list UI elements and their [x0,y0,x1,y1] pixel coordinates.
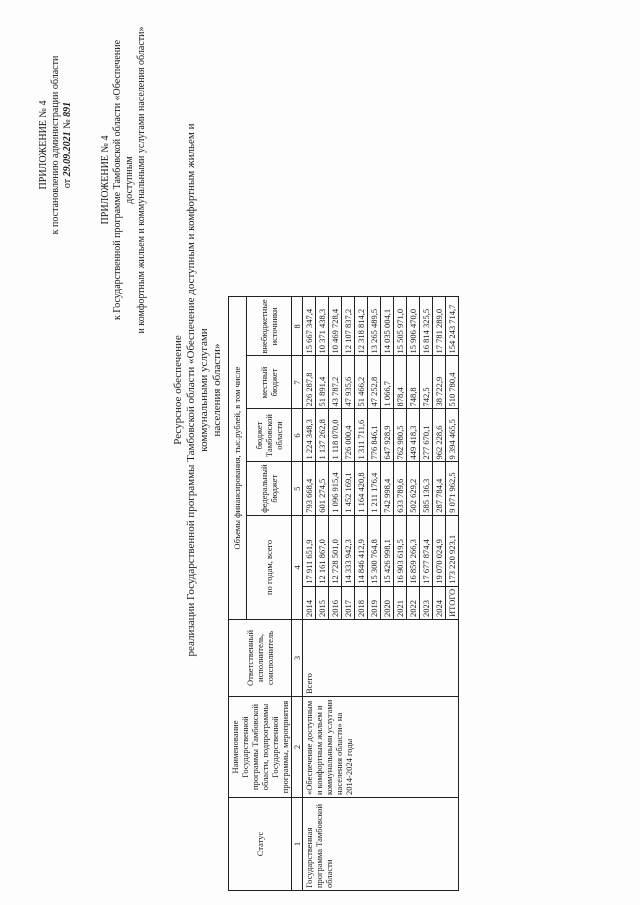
header-executor: Ответственный исполнитель, соисполнитель [229,620,292,697]
total-cell: 173 220 923,1 [446,515,459,586]
title-line-1: Ресурсное обеспечение [172,335,184,445]
regional-cell: 9 394 465,5 [446,409,459,462]
handwritten-number: 891 [62,101,73,117]
total-cell: 19 070 024,9 [433,515,446,586]
appendix-program-ref: к Государственной программе Тамбовской области «Обеспечение доступным [112,39,135,321]
header-regional: бюджет Тамбовской области [246,409,291,462]
title-line-3: населения области» [211,343,223,437]
regional-cell: 449 418,3 [407,409,420,462]
year-cell: ИТОГО [446,586,459,619]
federal-cell: 742 998,4 [381,462,394,515]
local-cell: 51 466,2 [355,356,368,409]
year-cell: 2019 [368,586,381,619]
year-cell: 2021 [394,586,407,619]
total-cell: 15 426 998,1 [381,515,394,586]
extra-cell: 15 906 470,0 [407,297,420,356]
federal-cell: 502 629,2 [407,462,420,515]
federal-cell: 585 136,3 [420,462,433,515]
regional-cell: 647 928,9 [381,409,394,462]
local-cell: 47 935,6 [342,356,355,409]
table-row [303,297,316,891]
extra-cell: 12 107 837,2 [342,297,355,356]
header-federal: федеральный бюджет [246,462,291,515]
federal-cell: 1 164 420,8 [355,462,368,515]
year-cell: 2014 [303,586,316,619]
appendix-decree-block [38,15,74,275]
total-cell: 12 161 867,0 [316,515,329,586]
extra-cell: 15 505 971,0 [394,297,407,356]
local-cell: 742,5 [420,356,433,409]
federal-cell: 9 071 962,5 [446,462,459,515]
local-cell: 43 787,2 [329,356,342,409]
year-cell: 2017 [342,586,355,619]
federal-cell: 601 274,5 [316,462,329,515]
year-cell: 2020 [381,586,394,619]
local-cell: 51 891,4 [316,356,329,409]
extra-cell: 15 667 347,4 [303,297,316,356]
federal-cell: 1 452 169,1 [342,462,355,515]
regional-cell: 1 137 262,8 [316,409,329,462]
extra-cell: 16 814 325,5 [420,297,433,356]
extra-cell: 10 469 728,4 [329,297,342,356]
executor-cell: Всего [303,620,459,697]
title-line-2: реализации Государственной программы Тамбовской области «Обеспечение доступным и комфортным жильем и коммунальными услугами [185,123,210,657]
local-cell: 510 780,4 [446,356,459,409]
header-name: Наименование Государственной программы Тамбовской области, подпрограммы Государственной программы, мероприятия [229,697,292,798]
total-cell: 16 859 266,3 [407,515,420,586]
extra-cell: 17 781 289,0 [433,297,446,356]
local-cell: 38 722,9 [433,356,446,409]
local-cell: 47 252,8 [368,356,381,409]
regional-cell: 762 980,5 [394,409,407,462]
regional-cell: 1 224 348,3 [303,409,316,462]
total-cell: 12 728 501,0 [329,515,342,586]
header-by-year: по годам, всего [246,515,291,619]
appendix-program-block [100,15,148,345]
funding-table-body [303,297,459,891]
federal-cell: 793 668,4 [303,462,316,515]
federal-cell: 1 211 176,4 [368,462,381,515]
year-cell: 2016 [329,586,342,619]
document-title [172,90,224,690]
appendix-program-number: ПРИЛОЖЕНИЕ № 4 [100,135,111,225]
appendix-decree-ref: к постановлению администрации области [50,55,61,235]
status-cell: Государственная программа Тамбовской области [303,798,459,891]
index-row: 1 2 3 4 5 6 7 8 [292,297,303,891]
total-cell: 17 911 651,9 [303,515,316,586]
regional-cell: 962 228,6 [433,409,446,462]
extra-cell: 13 265 489,5 [368,297,381,356]
total-cell: 16 903 619,5 [394,515,407,586]
local-cell: 1 066,7 [381,356,394,409]
header-funding: Объемы финансирования, тыс.рублей, в том числе [229,297,247,620]
local-cell: 748,8 [407,356,420,409]
year-cell: 2015 [316,586,329,619]
year-cell: 2023 [420,586,433,619]
year-cell: 2022 [407,586,420,619]
appendix-decree-date-line: от 29.09.2021 № 891 [62,101,73,189]
regional-cell: 726 000,4 [342,409,355,462]
regional-cell: 1 311 711,6 [355,409,368,462]
federal-cell: 633 789,6 [394,462,407,515]
funding-table [228,296,459,891]
extra-cell: 12 318 814,2 [355,297,368,356]
appendix-decree-number: ПРИЛОЖЕНИЕ № 4 [38,100,49,190]
local-cell: 226 287,8 [303,356,316,409]
handwritten-date: 29.09.2021 [62,131,73,177]
extra-cell: 154 243 714,7 [446,297,459,356]
local-cell: 878,4 [394,356,407,409]
total-cell: 14 333 942,3 [342,515,355,586]
regional-cell: 277 670,1 [420,409,433,462]
regional-cell: 776 846,1 [368,409,381,462]
header-status: Статус [229,798,292,891]
extra-cell: 14 035 004,1 [381,297,394,356]
extra-cell: 10 371 438,3 [316,297,329,356]
total-cell: 15 300 764,8 [368,515,381,586]
federal-cell: 1 096 915,4 [329,462,342,515]
header-local: местный бюджет [246,356,291,409]
federal-cell: 287 784,4 [433,462,446,515]
regional-cell: 1 118 070,0 [329,409,342,462]
header-extra: внебюджетные источники [246,297,291,356]
total-cell: 14 846 412,9 [355,515,368,586]
year-cell: 2024 [433,586,446,619]
appendix-program-ref-cont: и комфортным жильем и коммунальными услугами населения области» [136,26,147,334]
program-name-cell: «Обеспечение доступным и комфортным жильем и коммунальными услугами населения области» на 2014-2024 годы [303,697,459,798]
total-cell: 17 677 874,4 [420,515,433,586]
year-cell: 2018 [355,586,368,619]
